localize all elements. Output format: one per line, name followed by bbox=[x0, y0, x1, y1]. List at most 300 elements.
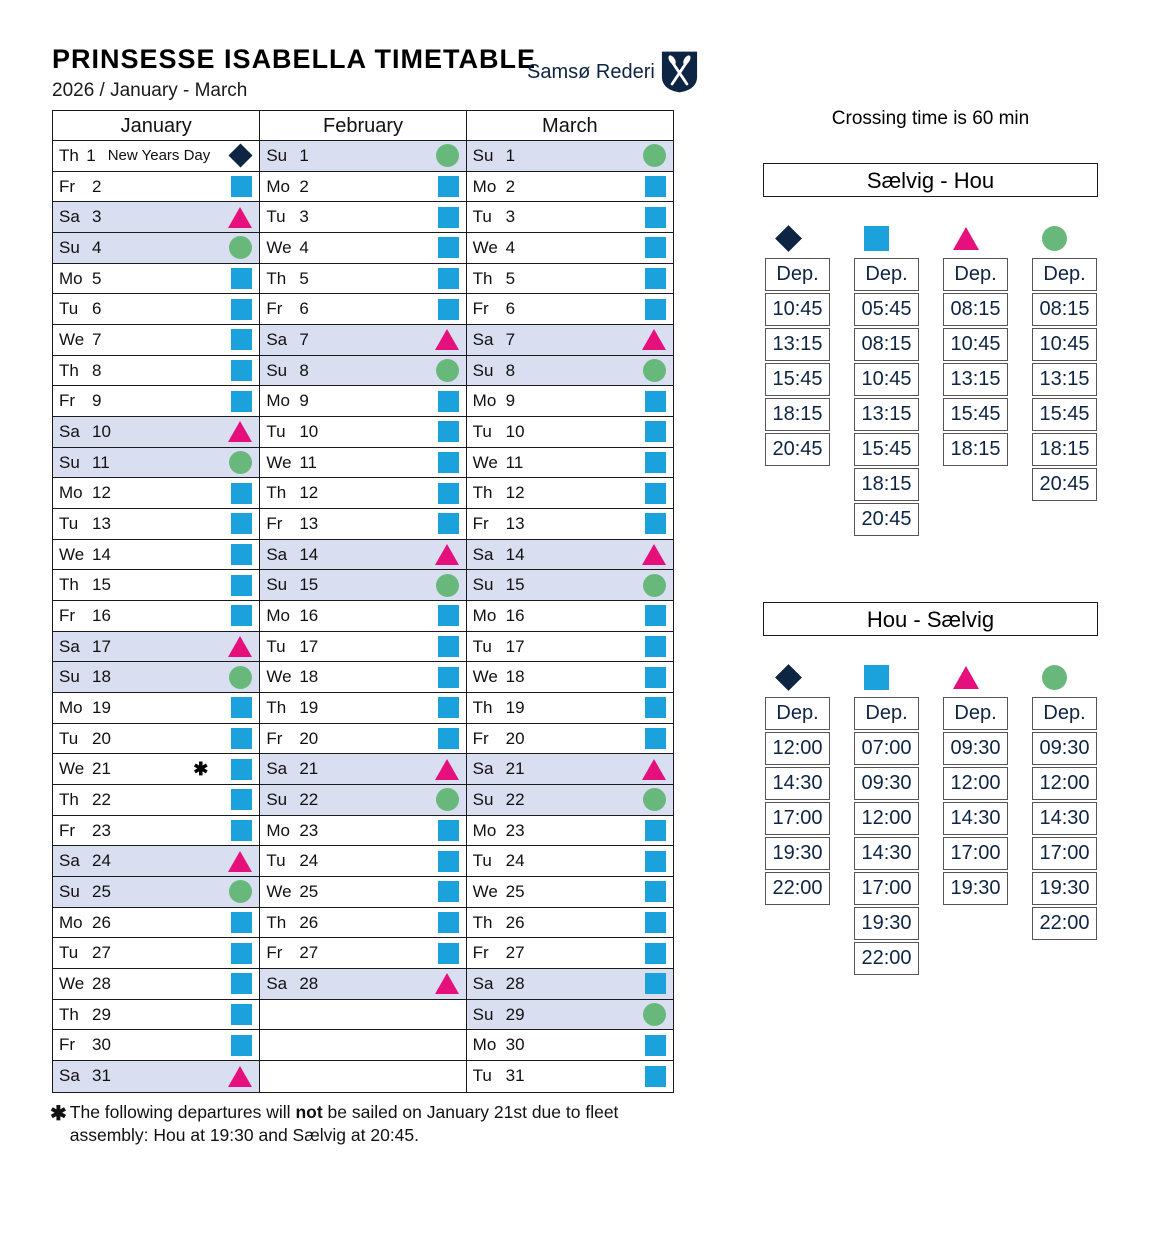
square-icon bbox=[425, 697, 466, 718]
day-abbrev: Th bbox=[59, 789, 79, 809]
day-abbrev: Mo bbox=[59, 268, 83, 288]
day-abbrev: Su bbox=[59, 881, 80, 901]
day-number: 3 bbox=[505, 207, 516, 227]
dep-header: Dep. bbox=[943, 258, 1008, 291]
day-number: 26 bbox=[299, 912, 319, 932]
square-icon bbox=[425, 605, 466, 626]
day-number: 4 bbox=[505, 237, 516, 257]
day-abbrev: Th bbox=[266, 912, 287, 932]
departure-column bbox=[1032, 258, 1097, 501]
departure-column bbox=[943, 258, 1008, 466]
triangle-icon bbox=[218, 636, 259, 657]
day-abbrev: Fr bbox=[472, 299, 489, 319]
day-number: 2 bbox=[505, 176, 516, 196]
calendar-day-row bbox=[260, 938, 465, 969]
circle-icon bbox=[425, 788, 466, 811]
circle-icon bbox=[632, 144, 673, 167]
day-number: 31 bbox=[505, 1066, 525, 1086]
calendar-day-row bbox=[260, 448, 465, 479]
day-number: 6 bbox=[299, 299, 309, 319]
day-abbrev: Sa bbox=[59, 207, 80, 227]
square-icon bbox=[218, 973, 259, 994]
day-number: 7 bbox=[92, 329, 102, 349]
calendar-day-row bbox=[467, 172, 673, 203]
route-columns bbox=[763, 697, 1098, 975]
route-section bbox=[763, 163, 1098, 536]
calendar-day-row bbox=[260, 325, 465, 356]
calendar-day-row bbox=[260, 816, 465, 847]
day-number: 12 bbox=[299, 483, 319, 503]
day-abbrev: Sa bbox=[472, 973, 494, 993]
day-abbrev: Tu bbox=[59, 299, 79, 319]
square-icon bbox=[218, 789, 259, 810]
departure-time: 09:30 bbox=[854, 767, 919, 800]
day-number: 24 bbox=[92, 851, 111, 871]
day-abbrev: Mo bbox=[266, 605, 290, 625]
square-icon bbox=[632, 943, 673, 964]
calendar-day-row bbox=[260, 356, 465, 387]
day-number: 2 bbox=[299, 176, 309, 196]
day-number: 23 bbox=[505, 820, 525, 840]
calendar-day-row bbox=[260, 877, 465, 908]
square-icon bbox=[632, 237, 673, 258]
day-number: 16 bbox=[505, 605, 525, 625]
day-abbrev: Mo bbox=[472, 1035, 497, 1055]
triangle-icon bbox=[218, 851, 259, 872]
day-abbrev: Fr bbox=[59, 820, 76, 840]
calendar-day-row bbox=[467, 294, 673, 325]
day-abbrev: We bbox=[266, 237, 292, 257]
day-abbrev: Su bbox=[472, 789, 494, 809]
day-abbrev: Sa bbox=[266, 759, 288, 779]
day-abbrev: Su bbox=[59, 667, 80, 687]
calendar-day-row bbox=[260, 172, 465, 203]
calendar-day-row bbox=[467, 1061, 673, 1092]
dep-header: Dep. bbox=[943, 697, 1008, 730]
square-icon bbox=[218, 176, 259, 197]
square-icon bbox=[425, 483, 466, 504]
departure-column bbox=[854, 697, 919, 975]
departure-column bbox=[1032, 697, 1097, 940]
calendar-day-row bbox=[260, 693, 465, 724]
day-number: 5 bbox=[505, 268, 516, 288]
day-number: 21 bbox=[92, 759, 111, 779]
square-icon bbox=[632, 391, 673, 412]
calendar-day-row bbox=[467, 141, 673, 172]
day-number: 31 bbox=[92, 1066, 111, 1086]
day-abbrev: Mo bbox=[472, 820, 497, 840]
departure-time: 22:00 bbox=[765, 872, 830, 905]
departure-time: 17:00 bbox=[1032, 837, 1097, 870]
day-abbrev: Th bbox=[472, 912, 493, 932]
day-abbrev: We bbox=[472, 667, 498, 687]
day-abbrev: Mo bbox=[266, 391, 290, 411]
day-number: 18 bbox=[299, 667, 319, 687]
dep-header: Dep. bbox=[854, 697, 919, 730]
day-abbrev: Th bbox=[472, 483, 493, 503]
samso-rederi-logo bbox=[527, 50, 698, 94]
departure-column bbox=[765, 697, 830, 905]
day-abbrev: We bbox=[59, 544, 85, 564]
departure-time: 15:45 bbox=[943, 398, 1008, 431]
day-number: 10 bbox=[92, 421, 111, 441]
day-abbrev: Fr bbox=[266, 299, 283, 319]
day-number: 25 bbox=[505, 881, 525, 901]
day-number: 14 bbox=[92, 544, 111, 564]
departure-time: 10:45 bbox=[1032, 328, 1097, 361]
calendar-day-row bbox=[260, 601, 465, 632]
day-abbrev: Th bbox=[59, 360, 79, 380]
month-column bbox=[467, 111, 673, 1092]
calendar-day-row bbox=[467, 264, 673, 295]
departure-time: 19:30 bbox=[943, 872, 1008, 905]
square-icon bbox=[425, 237, 466, 258]
square-icon bbox=[425, 176, 466, 197]
day-abbrev: Th bbox=[266, 268, 287, 288]
calendar-day-row bbox=[53, 1030, 259, 1061]
day-abbrev: Sa bbox=[266, 973, 288, 993]
day-abbrev: Mo bbox=[266, 820, 290, 840]
square-icon bbox=[632, 268, 673, 289]
departure-time: 07:00 bbox=[854, 732, 919, 765]
calendar-day-row bbox=[53, 264, 259, 295]
square-icon bbox=[425, 728, 466, 749]
day-number: 26 bbox=[92, 912, 111, 932]
square-icon bbox=[632, 207, 673, 228]
diamond-icon bbox=[765, 226, 830, 251]
day-abbrev: Mo bbox=[266, 176, 290, 196]
departure-time: 05:45 bbox=[854, 293, 919, 326]
triangle-icon bbox=[425, 759, 466, 780]
calendar-day-row bbox=[53, 509, 259, 540]
square-icon bbox=[218, 697, 259, 718]
calendar-day-row bbox=[260, 785, 465, 816]
day-abbrev: Th bbox=[472, 697, 493, 717]
day-abbrev: Mo bbox=[59, 483, 83, 503]
day-abbrev: We bbox=[266, 667, 292, 687]
square-icon bbox=[632, 973, 673, 994]
day-number: 16 bbox=[299, 605, 319, 625]
day-abbrev: Su bbox=[266, 575, 288, 595]
square-icon bbox=[425, 452, 466, 473]
calendar-day-row bbox=[467, 785, 673, 816]
square-icon bbox=[632, 697, 673, 718]
day-number: 18 bbox=[92, 667, 111, 687]
day-number: 20 bbox=[299, 728, 319, 748]
calendar-day-row bbox=[53, 540, 259, 571]
day-abbrev: We bbox=[59, 329, 85, 349]
day-number: 17 bbox=[92, 636, 111, 656]
departure-time: 18:15 bbox=[1032, 433, 1097, 466]
day-number: 16 bbox=[92, 605, 111, 625]
calendar-day-row bbox=[467, 846, 673, 877]
calendar-day-row bbox=[260, 478, 465, 509]
triangle-icon bbox=[425, 973, 466, 994]
departure-time: 19:30 bbox=[1032, 872, 1097, 905]
departure-time: 08:15 bbox=[1032, 293, 1097, 326]
day-abbrev: Su bbox=[59, 237, 80, 257]
calendar-day-row bbox=[467, 662, 673, 693]
departure-time: 14:30 bbox=[1032, 802, 1097, 835]
calendar-day-row bbox=[53, 816, 259, 847]
square-icon bbox=[425, 391, 466, 412]
departure-time: 09:30 bbox=[1032, 732, 1097, 765]
square-icon bbox=[218, 820, 259, 841]
day-number: 9 bbox=[299, 391, 309, 411]
month-header: March bbox=[467, 111, 673, 141]
departure-time: 09:30 bbox=[943, 732, 1008, 765]
calendar-day-row bbox=[260, 969, 465, 1000]
calendar-day-row bbox=[53, 877, 259, 908]
circle-icon bbox=[218, 880, 259, 903]
departure-time: 13:15 bbox=[1032, 363, 1097, 396]
route-section bbox=[763, 602, 1098, 975]
calendar-day-row bbox=[53, 1061, 259, 1092]
day-abbrev: We bbox=[266, 452, 292, 472]
departure-time: 14:30 bbox=[854, 837, 919, 870]
dep-header: Dep. bbox=[765, 697, 830, 730]
circle-icon bbox=[632, 359, 673, 382]
square-icon bbox=[425, 912, 466, 933]
route-title: Sælvig - Hou bbox=[763, 163, 1098, 197]
day-number: 4 bbox=[299, 237, 309, 257]
calendar-day-row bbox=[53, 233, 259, 264]
day-number: 15 bbox=[92, 575, 111, 595]
day-abbrev: Tu bbox=[59, 513, 79, 533]
day-number: 11 bbox=[299, 452, 317, 472]
day-abbrev: Fr bbox=[266, 513, 283, 533]
day-abbrev: Su bbox=[472, 360, 494, 380]
holiday-note: New Years Day bbox=[107, 147, 211, 165]
day-abbrev: Fr bbox=[59, 1035, 76, 1055]
day-abbrev: Sa bbox=[472, 329, 494, 349]
day-number: 23 bbox=[92, 820, 111, 840]
square-icon bbox=[632, 299, 673, 320]
square-icon bbox=[218, 1004, 259, 1025]
day-abbrev: Mo bbox=[472, 391, 497, 411]
day-number: 22 bbox=[505, 789, 525, 809]
day-abbrev: We bbox=[472, 452, 498, 472]
day-number: 24 bbox=[299, 851, 319, 871]
departure-time: 17:00 bbox=[854, 872, 919, 905]
day-abbrev: Fr bbox=[472, 513, 489, 533]
day-number: 12 bbox=[92, 483, 111, 503]
calendar-day-row bbox=[467, 325, 673, 356]
day-abbrev: Sa bbox=[59, 421, 80, 441]
day-number: 30 bbox=[505, 1035, 525, 1055]
calendar-day-row bbox=[53, 724, 259, 755]
day-abbrev: Tu bbox=[59, 728, 79, 748]
departure-time: 08:15 bbox=[943, 293, 1008, 326]
day-abbrev: Tu bbox=[472, 636, 492, 656]
departure-time: 20:45 bbox=[854, 503, 919, 536]
departure-time: 18:15 bbox=[854, 468, 919, 501]
day-abbrev: Sa bbox=[59, 636, 80, 656]
departure-time: 14:30 bbox=[765, 767, 830, 800]
day-number: 18 bbox=[505, 667, 525, 687]
day-number: 22 bbox=[299, 789, 319, 809]
square-icon bbox=[425, 667, 466, 688]
day-number: 14 bbox=[299, 544, 319, 564]
day-number: 1 bbox=[505, 145, 516, 165]
day-abbrev: Fr bbox=[472, 943, 489, 963]
departure-time: 18:15 bbox=[765, 398, 830, 431]
month-column bbox=[53, 111, 260, 1092]
day-number: 9 bbox=[92, 391, 102, 411]
square-icon bbox=[632, 483, 673, 504]
departure-time: 12:00 bbox=[1032, 767, 1097, 800]
day-abbrev: Mo bbox=[472, 176, 497, 196]
day-number: 28 bbox=[299, 973, 319, 993]
day-number: 12 bbox=[505, 483, 525, 503]
day-abbrev: Sa bbox=[266, 329, 288, 349]
day-number: 30 bbox=[92, 1035, 111, 1055]
calendar-day-row bbox=[467, 969, 673, 1000]
day-abbrev: We bbox=[266, 881, 292, 901]
day-number: 24 bbox=[505, 851, 525, 871]
departure-column bbox=[765, 258, 830, 466]
departure-time: 12:00 bbox=[765, 732, 830, 765]
circle-icon bbox=[425, 574, 466, 597]
departure-time: 12:00 bbox=[854, 802, 919, 835]
calendar-day-row bbox=[467, 570, 673, 601]
square-icon bbox=[632, 912, 673, 933]
day-abbrev: We bbox=[472, 237, 498, 257]
dep-header: Dep. bbox=[854, 258, 919, 291]
day-number: 6 bbox=[92, 299, 102, 319]
circle-icon bbox=[425, 359, 466, 382]
day-abbrev: Th bbox=[59, 145, 79, 165]
day-abbrev: Mo bbox=[472, 605, 497, 625]
calendar-day-row bbox=[467, 1030, 673, 1061]
departure-time: 13:15 bbox=[765, 328, 830, 361]
square-icon bbox=[218, 605, 259, 626]
day-abbrev: Tu bbox=[266, 851, 286, 871]
footnote-asterisk-icon: ✱ bbox=[50, 1103, 67, 1125]
square-icon bbox=[425, 421, 466, 442]
calendar-day-row bbox=[467, 816, 673, 847]
departure-time: 13:15 bbox=[943, 363, 1008, 396]
day-number: 2 bbox=[92, 176, 102, 196]
departure-time: 10:45 bbox=[765, 293, 830, 326]
departure-time: 15:45 bbox=[854, 433, 919, 466]
circle-icon bbox=[632, 1003, 673, 1026]
day-abbrev: Su bbox=[266, 789, 288, 809]
departure-time: 17:00 bbox=[765, 802, 830, 835]
day-number: 9 bbox=[505, 391, 516, 411]
dep-header: Dep. bbox=[1032, 697, 1097, 730]
calendar-day-row bbox=[53, 969, 259, 1000]
day-abbrev: Fr bbox=[59, 176, 76, 196]
circle-icon bbox=[632, 788, 673, 811]
day-abbrev: Su bbox=[472, 575, 494, 595]
day-number: 3 bbox=[92, 207, 102, 227]
day-number: 21 bbox=[505, 759, 525, 779]
calendar-day-row bbox=[260, 264, 465, 295]
square-icon bbox=[218, 912, 259, 933]
triangle-icon bbox=[632, 329, 673, 350]
departure-time: 18:15 bbox=[943, 433, 1008, 466]
triangle-icon bbox=[425, 329, 466, 350]
route-columns bbox=[763, 258, 1098, 536]
dep-header: Dep. bbox=[765, 258, 830, 291]
day-number: 1 bbox=[86, 145, 96, 165]
day-number: 11 bbox=[505, 452, 524, 472]
day-abbrev: Th bbox=[266, 697, 287, 717]
calendar-day-row bbox=[260, 846, 465, 877]
triangle-icon bbox=[218, 421, 259, 442]
month-header: February bbox=[260, 111, 465, 141]
calendar-day-row bbox=[467, 386, 673, 417]
triangle-icon bbox=[425, 544, 466, 565]
calendar-day-row bbox=[53, 601, 259, 632]
calendar-day-row bbox=[53, 785, 259, 816]
departure-column bbox=[943, 697, 1008, 905]
square-icon bbox=[632, 513, 673, 534]
day-number: 14 bbox=[505, 544, 525, 564]
square-icon bbox=[632, 820, 673, 841]
day-number: 13 bbox=[92, 513, 111, 533]
day-number: 5 bbox=[299, 268, 309, 288]
day-abbrev: Sa bbox=[472, 544, 494, 564]
day-abbrev: Fr bbox=[266, 943, 283, 963]
calendar-day-row bbox=[467, 509, 673, 540]
calendar-day-row bbox=[53, 202, 259, 233]
departure-time: 20:45 bbox=[765, 433, 830, 466]
calendar-day-row bbox=[260, 570, 465, 601]
departure-time: 17:00 bbox=[943, 837, 1008, 870]
departure-time: 10:45 bbox=[854, 363, 919, 396]
square-icon bbox=[632, 1066, 673, 1087]
calendar-day-row bbox=[260, 509, 465, 540]
departure-time: 12:00 bbox=[943, 767, 1008, 800]
calendar-day-row bbox=[53, 632, 259, 663]
day-abbrev: Sa bbox=[472, 759, 494, 779]
day-number: 6 bbox=[505, 299, 516, 319]
square-icon bbox=[218, 391, 259, 412]
day-number: 26 bbox=[505, 912, 525, 932]
calendar-empty-row bbox=[260, 1061, 465, 1092]
calendar-day-row bbox=[53, 693, 259, 724]
day-number: 10 bbox=[299, 421, 319, 441]
square-icon bbox=[425, 851, 466, 872]
departure-column bbox=[854, 258, 919, 536]
day-abbrev: Su bbox=[266, 360, 288, 380]
asterisk-marker: ✱ bbox=[193, 758, 209, 779]
calendar-day-row bbox=[53, 325, 259, 356]
calendar-day-row bbox=[260, 141, 465, 172]
calendar-day-row bbox=[467, 724, 673, 755]
square-icon bbox=[218, 360, 259, 381]
departure-time: 15:45 bbox=[1032, 398, 1097, 431]
day-number: 19 bbox=[299, 697, 319, 717]
day-number: 23 bbox=[299, 820, 319, 840]
diamond-icon bbox=[224, 144, 259, 167]
square-icon bbox=[854, 665, 919, 690]
square-icon bbox=[218, 728, 259, 749]
day-number: 15 bbox=[299, 575, 319, 595]
departure-time: 13:15 bbox=[854, 398, 919, 431]
day-number: 28 bbox=[505, 973, 525, 993]
circle-icon bbox=[1032, 665, 1097, 690]
day-abbrev: Th bbox=[59, 575, 79, 595]
day-abbrev: Fr bbox=[472, 728, 489, 748]
calendar-day-row bbox=[467, 877, 673, 908]
day-abbrev: Th bbox=[472, 268, 493, 288]
departure-time: 19:30 bbox=[854, 907, 919, 940]
triangle-icon bbox=[943, 227, 1008, 250]
calendar-day-row bbox=[53, 570, 259, 601]
